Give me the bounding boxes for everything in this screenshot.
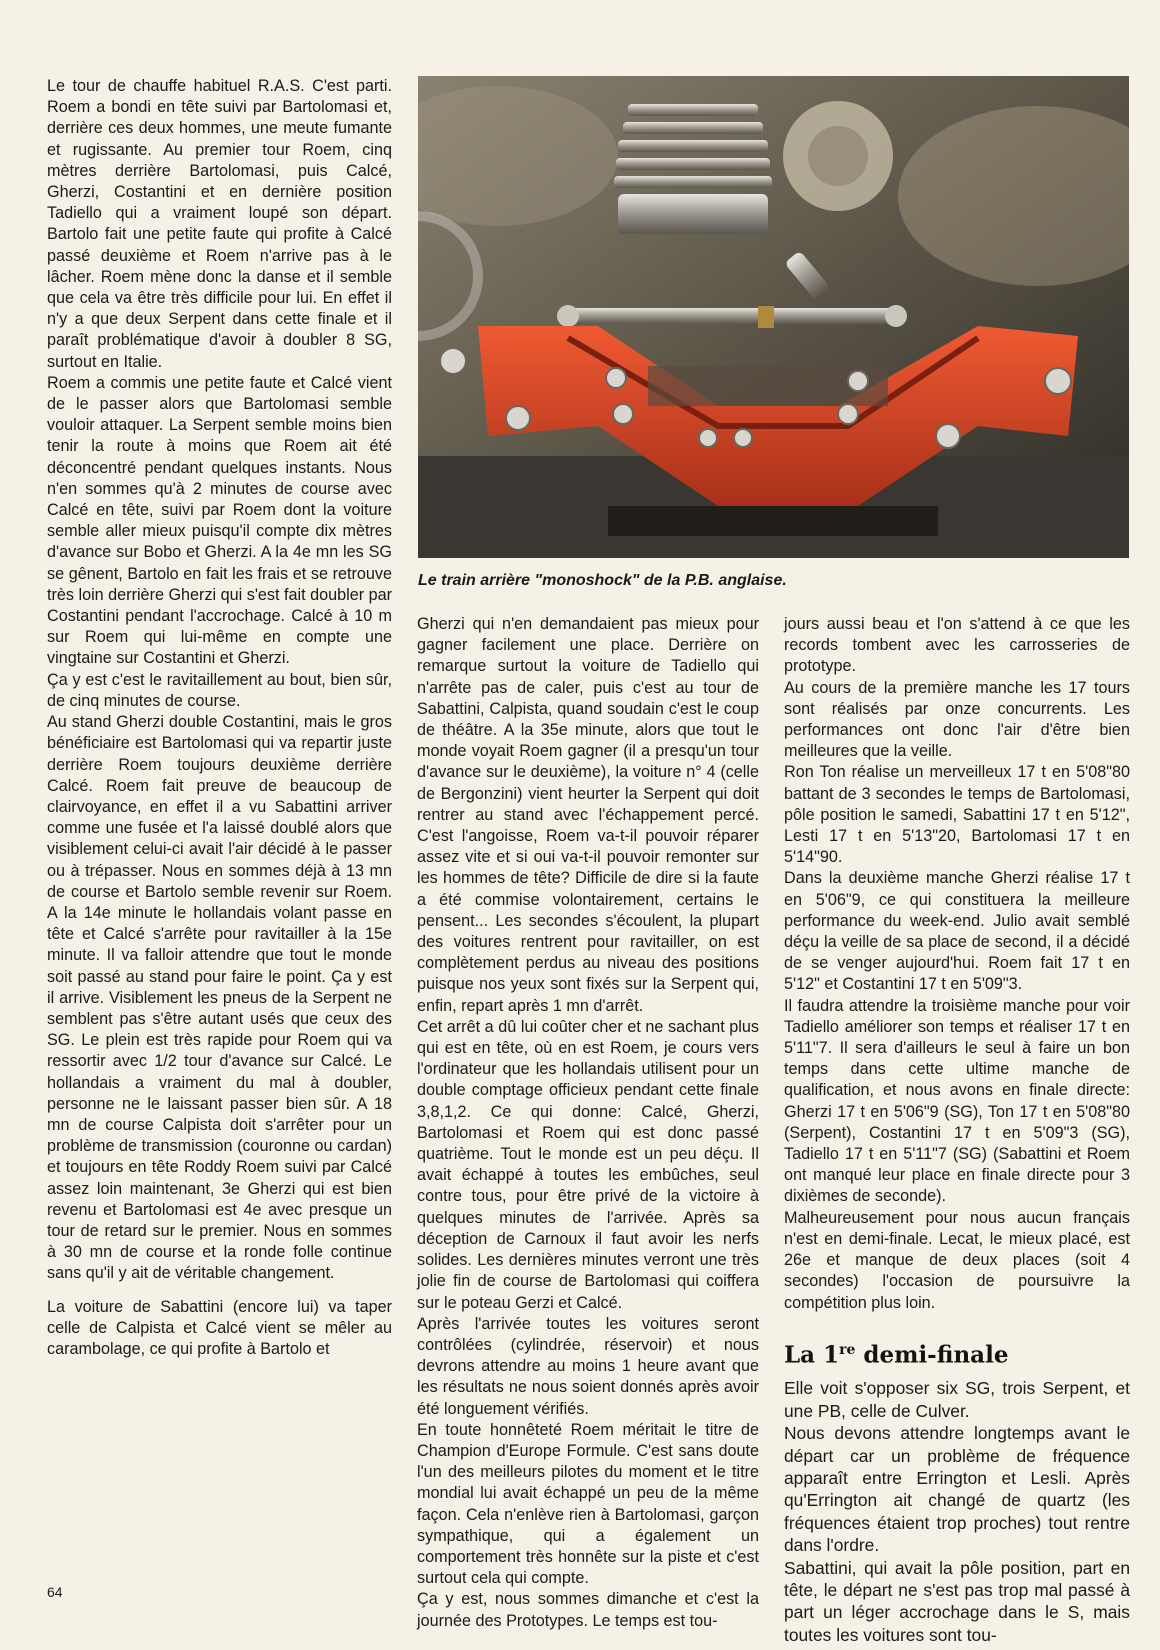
article-column-2 (417, 614, 759, 1632)
paragraph: En toute honnêteté Roem méritait le titre de Champion d'Europe Formule. C'est sans doute l'un des meilleurs pilotes du moment et le titre mondial lui avait échappé un peu de la même façon. Cela n'enlève rien à Bartolomasi, garçon sympathique, qui a également un comportement très honnête sur la piste et c'est surtout cela qui compte. (417, 1420, 759, 1588)
paragraph: Elle voit s'opposer six SG, trois Serpent, et une PB, celle de Culver. (784, 1378, 1130, 1421)
paragraph: Le tour de chauffe habituel R.A.S. C'est parti. Roem a bondi en tête suivi par Bartolomasi et, derrière ces deux hommes, une meute fumante et rugissante. Au premier tour Roem, cinq mètres derrière Bartolomasi, puis Calcé, Gherzi, Costantini et en dernière position Tadiello qui a vraiment loupé son départ. Bartolo fait une petite faute qui profite à Calcé passé deuxième et Roem n'arrive pas à le lâcher. Roem mène donc la danse et il semble que cela va être très difficile pour lui. En effet il n'y a que deux Serpent dans cette finale et il paraît problématique d'avoir à doubler 8 SG, surtout en Italie. (47, 77, 392, 371)
paragraph: Malheureusement pour nous aucun français n'est en demi-finale. Lecat, le mieux placé, est 26e et manque de deux places (soit 4 secondes) l'occasion de poursuivre la compétition plus loin. (784, 1208, 1130, 1312)
paragraph: Roem a commis une petite faute et Calcé vient de le passer alors que Bartolomasi semble vouloir attaquer. La Serpent semble moins bien tenir la route à moins que Roem ait été déconcentré pendant quelques instants. Nous n'en sommes qu'à 2 minutes de course avec Calcé en tête, suivi par Roem dont la voiture semble aller mieux puisqu'il compte dix mètres d'avance sur Bobo et Gherzi. A la 4e mn les SG se gênent, Bartolo en fait les frais et se retrouve très loin derrière Gherzi qui s'est fait doubler par Costantini pendant l'accrochage. Calcé à 10 m sur Roem qui lui-même en compte une vingtaine sur Costantini et Gherzi. (47, 373, 392, 668)
paragraph: Ron Ton réalise un merveilleux 17 t en 5'08"80 battant de 3 secondes le temps de Bartolomasi, pôle position le samedi, Sabattini 17 t en 5'12", Lesti 17 t en 5'13"20, Bartolomasi 17 t en 5'14"90. (784, 763, 1130, 867)
paragraph: Cet arrêt a dû lui coûter cher et ne sachant plus qui est en tête, où en est Roem, je cours vers l'ordinateur que les hollandais utilisent pour un double comptage officieux pendant cette finale 3,8,1,2. Ce qui donne: Calcé, Gherzi, Bartolomasi et Roem qui est donc passé quatrième. Tout le monde est un peu déçu. Il avait échappé à toutes les embûches, seul contre tous, pour être privé de la victoire à quelques minutes de l'arrivée. Après sa déception de Carnoux il faut avoir les nerfs solides. Les dernières minutes verront une très jolie fin de course de Bartolomasi qui coiffera sur le poteau Gerzi et Calcé. (417, 1017, 759, 1312)
paragraph: Nous devons attendre longtemps avant le départ car un problème de fréquence apparaît entre Errington et Lesli. Après qu'Errington ait changé de quartz (les fréquences étaient trop proches) tout rentre dans l'ordre. (784, 1423, 1130, 1556)
article-column-1 (47, 76, 392, 1360)
section-heading (784, 1336, 1130, 1370)
paragraph: Sabattini, qui avait la pôle position, part en tête, le départ ne s'est pas trop mal passé à part un léger accrochage dans le S, mais toutes les voitures sont tou- (784, 1557, 1130, 1645)
section-heading-sup: re (839, 1341, 856, 1358)
section-heading-main: La 1 (784, 1341, 840, 1369)
chassis-photo (418, 76, 1129, 558)
paragraph: La voiture de Sabattini (encore lui) va taper celle de Calpista et Calcé vient se mêler au carambolage, ce qui profite à Bartolo et (47, 1297, 392, 1358)
paragraph: Au stand Gherzi double Costantini, mais le gros bénéficiaire est Bartolomasi qui va repartir juste derrière Roem toujours deuxième derrière Calcé. Roem fait preuve de beaucoup de clairvoyance, en effet il a vu Sabattini arriver comme une fusée et l'a laissé doublé alors que visiblement celui-ci avait l'air décidé à le passer ou à trépasser. Nous en sommes déjà à 13 mn de course et Bartolo semble revenir sur Roem. A la 14e minute le hollandais volant passe en tête et Calcé s'arrête pour ravitailler à la 15e minute. Il va falloir attendre que tout le monde soit passé au stand pour faire le point. Ça y est il arrive. Visiblement les pneus de la Serpent ne semblent pas s'être autant usés que ceux des SG. Le plein est très rapide pour Roem qui va ressortir avec 1/2 tour d'avance sur Calcé. Le hollandais a vraiment du mal à doubler, personne ne le laissant passer bien sûr. A 18 mn de course Calpista doit s'arrêter pour un problème de transmission (couronne ou cardan) et toujours en tête Roddy Roem suivi par Calcé assez loin maintenant, 3e Gherzi qui est bien revenu et Bartolomasi est 4e avec presque un tour de retard sur le premier. Nous en sommes à 30 mn de course et la ronde folle continue sans qu'il y ait de véritable changement. (47, 713, 392, 1283)
article-column-3 (784, 614, 1130, 1646)
paragraph: Après l'arrivée toutes les voitures seront contrôlées (cylindrée, réservoir) et nous devrons attendre au moins 1 heure avant que les résultats ne nous soient donnés après avoir été longuement vérifiés. (417, 1314, 759, 1418)
page-number: 64 (47, 1584, 63, 1600)
photo-caption: Le train arrière "monoshock" de la P.B. anglaise. (418, 572, 787, 589)
paragraph: Il faudra attendre la troisième manche pour voir Tadiello améliorer son temps et réaliser 17 t en 5'11"7. Il sera d'ailleurs le seul à faire un bon temps dans cette ultime manche de qualification, et nous avons en finale directe: Gherzi 17 t en 5'06"9 (SG), Ton 17 t en 5'08"80 (Serpent), Costantini 17 t en 5'09"3 (SG), Tadiello 17 t en 5'11"7 (SG) (Sabattini et Roem ont manqué leur place en finale directe pour 3 dixièmes de seconde). (784, 996, 1130, 1206)
section-heading-rest: demi-finale (855, 1341, 1009, 1369)
paragraph: Au cours de la première manche les 17 tours sont réalisés par onze concurrents. Les performances ont donc l'air d'être bien meilleures que la veille. (784, 678, 1130, 761)
paragraph: Ça y est, nous sommes dimanche et c'est la journée des Prototypes. Le temps est tou- (417, 1590, 759, 1630)
paragraph: Ça y est c'est le ravitaillement au bout, bien sûr, de cinq minutes de course. (47, 670, 392, 710)
paragraph: Gherzi qui n'en demandaient pas mieux pour gagner facilement une place. Derrière on remarque surtout la voiture de Tadiello qui n'arrête pas de caler, puis c'est au tour de Sabattini, Calpista, quand soudain c'est le coup de théâtre. A la 35e minute, alors que tout le monde voyait Roem gagner (il a presqu'un tour d'avance sur le deuxième), la voiture n° 4 (celle de Bergonzini) vient heurter la Serpent qui doit rentrer au stand avec l'échappement percé. C'est l'angoisse, Roem va-t-il pouvoir réparer assez vite et si oui va-t-il pouvoir remonter sur les hommes de tête? Difficile de dire si la faute a été commise volontairement, certains le pensent... Les secondes s'écoulent, la plupart des voitures rentrent pour ravitailler, on est complètement perdus au niveau des positions puisque nos yeux sont fixés sur la Serpent qui, enfin, repart après 1 mn d'arrêt. (417, 615, 759, 1015)
paragraph: Dans la deuxième manche Gherzi réalise 17 t en 5'06"9, ce qui constituera la meilleure performance du week-end. Julio avait semblé déçu la veille de sa place de second, il a décidé de se venger aujourd'hui. Roem fait 17 t en 5'12" et Costantini 17 t en 5'09"3. (784, 869, 1130, 994)
paragraph: jours aussi beau et l'on s'attend à ce que les records tombent avec les carrosseries de prototype. (784, 615, 1130, 676)
